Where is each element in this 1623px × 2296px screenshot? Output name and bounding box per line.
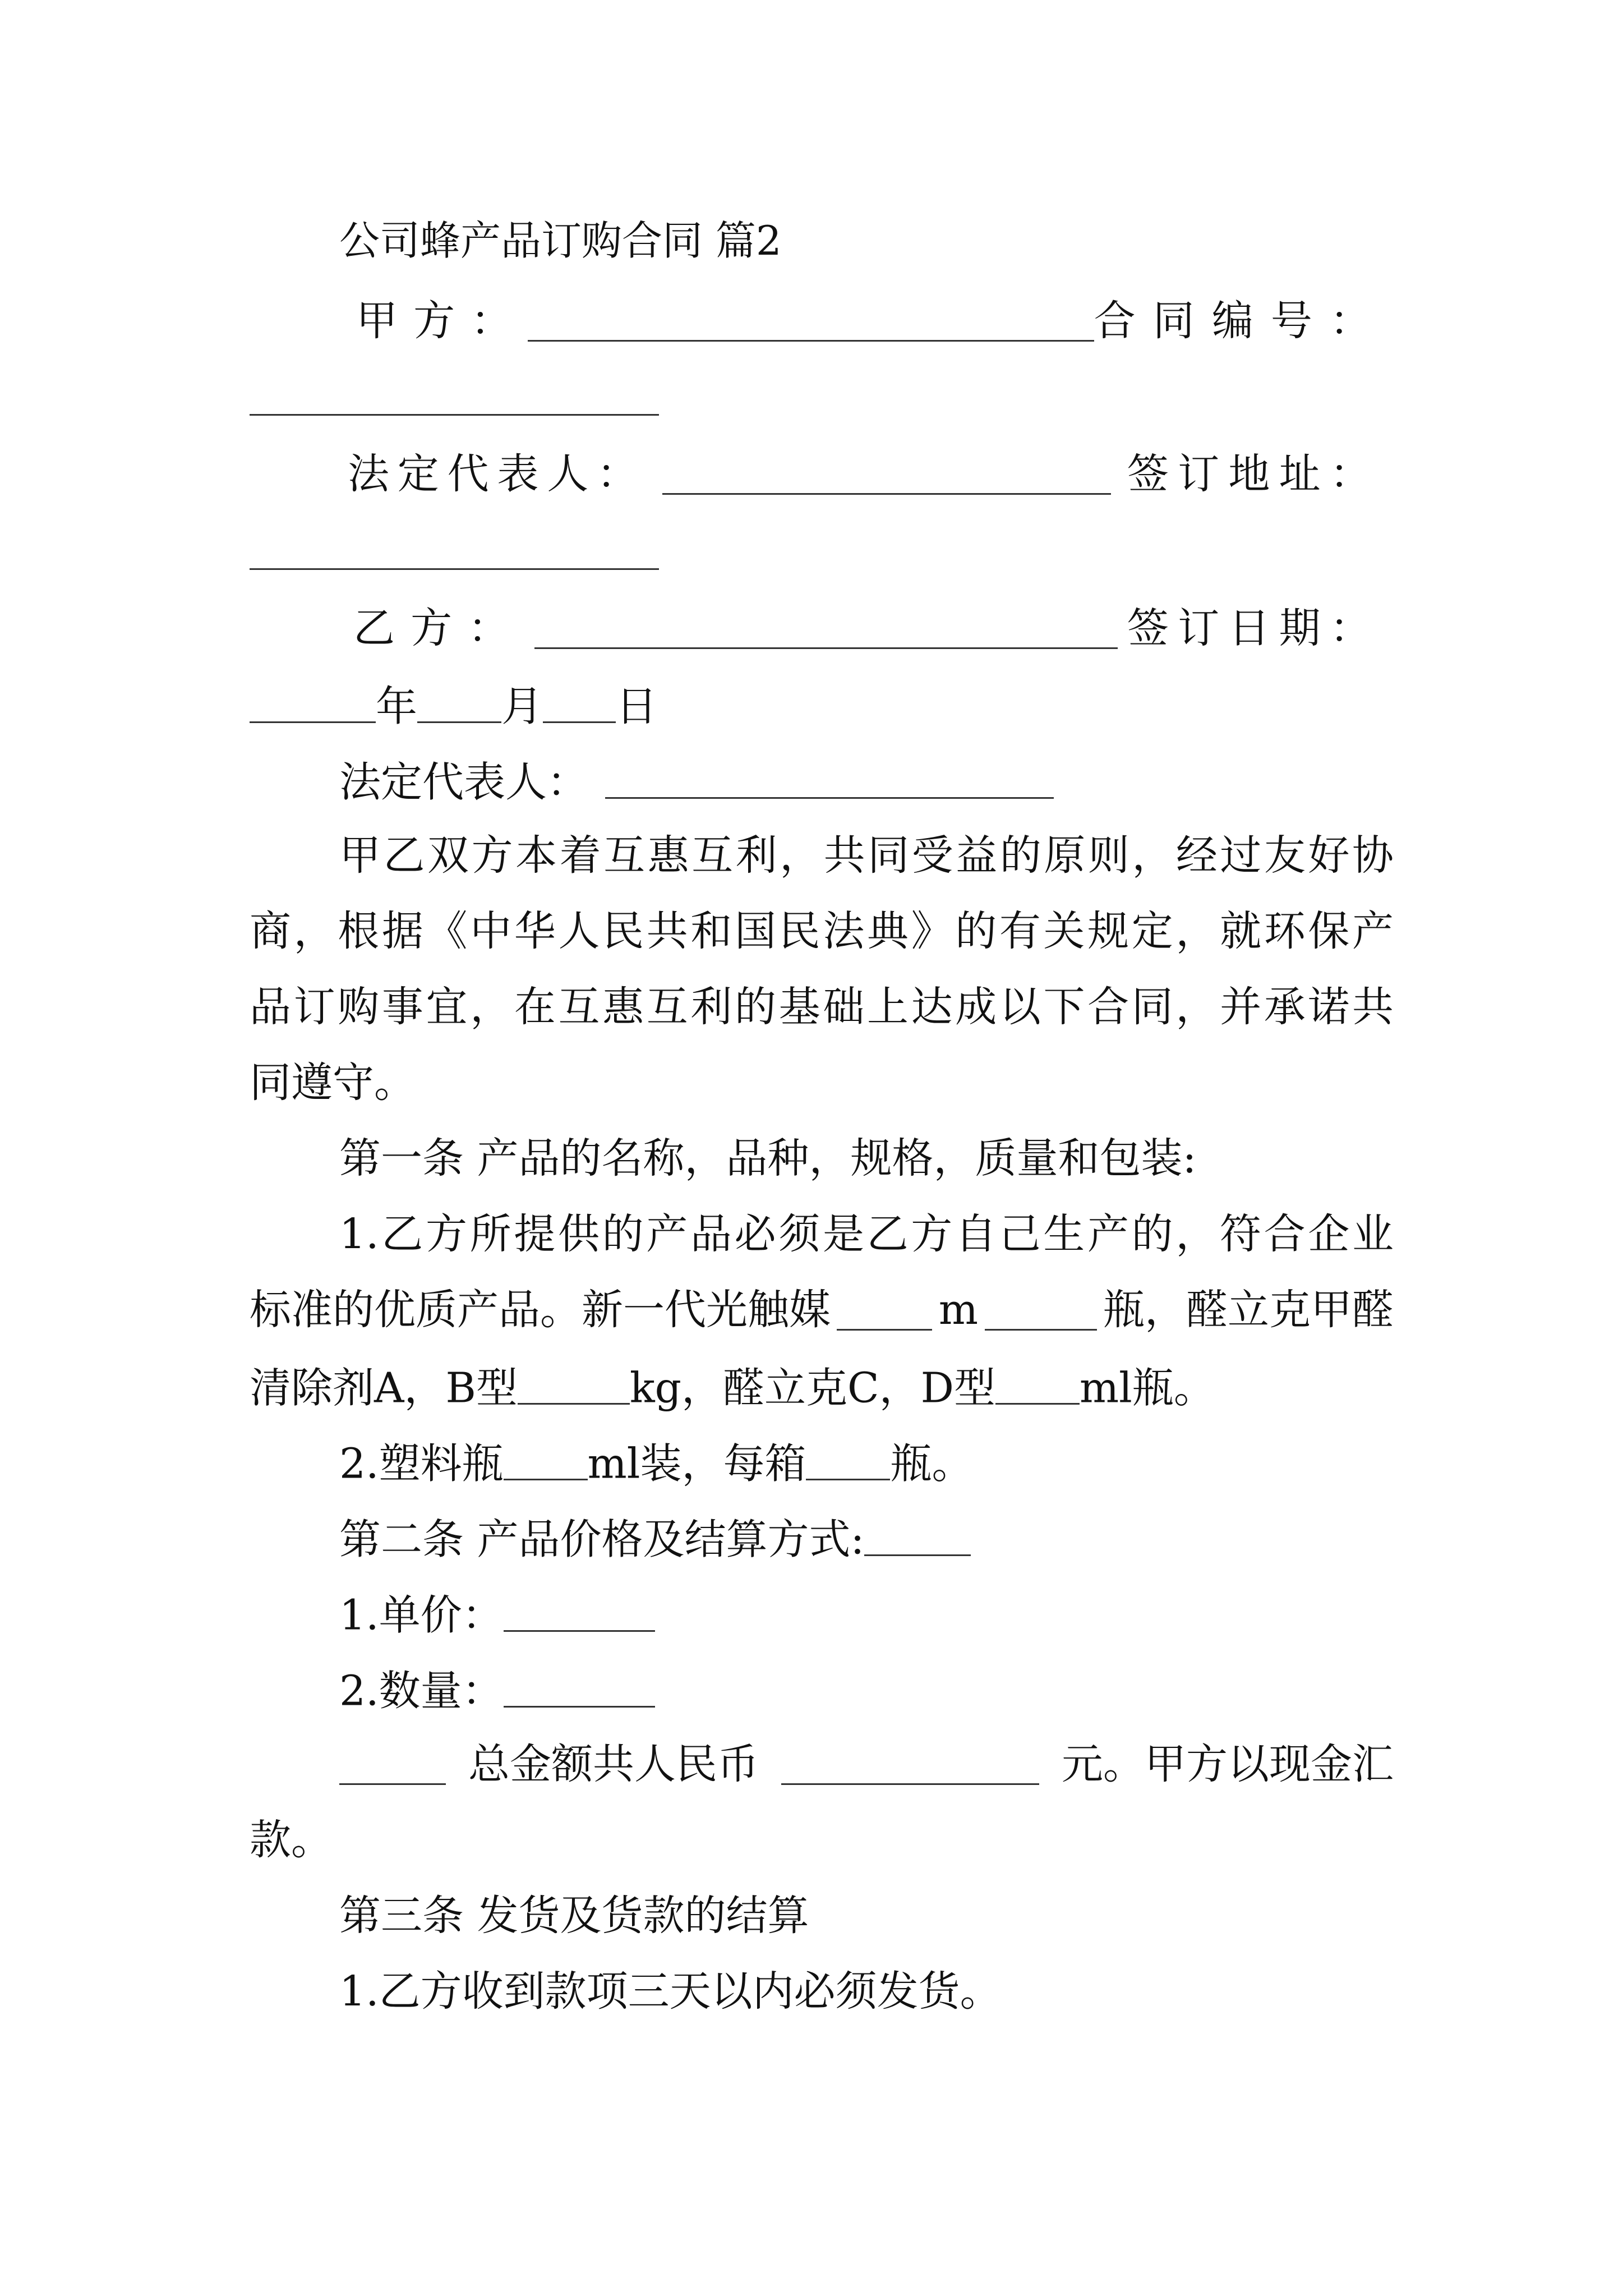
day-label: 日 [616,682,657,731]
party-b-row [353,604,1381,652]
contract-no-label: 合同编号： [1094,297,1389,345]
party-b-label: 乙方： [353,604,525,652]
article-3-title: 第三条 发货及货款的结算 [339,1892,809,1940]
box-count-blank [806,1441,890,1480]
quantity-label: 2.数量： [339,1667,504,1715]
article-3-item-1: 1.乙方收到款项三天以内必须发货。 [339,1967,1002,2016]
photocatalyst-blank-1 [837,1291,932,1331]
cleaner-unit-text: ml瓶。 [1080,1364,1215,1412]
bottle-text: 2.塑料瓶 [339,1439,504,1488]
bottle-ml-blank [504,1441,588,1480]
legal-rep-blank-2 [605,759,1054,799]
month-blank [417,683,501,723]
contract-no-blank [250,376,659,416]
intro-line-3: 品订购事宜，在互惠互利的基础上达成以下合同，并承诺共 [250,983,1394,1031]
intro-line-4: 同遵守。 [250,1059,416,1107]
article-1-item-1-line-1: 1.乙方所提供的产品必须是乙方自己生产的，符合企业 [339,1210,1394,1258]
article-1-item-2 [339,1439,1483,1488]
article-2-total-line-2: 款。 [250,1816,333,1864]
sign-address-row [250,530,1394,574]
article-1-title: 第一条 产品的名称，品种，规格，质量和包装: [339,1134,1197,1182]
party-a-label: 甲方： [356,297,528,345]
bottle-unit-text: 瓶。 [890,1439,974,1488]
legal-rep-blank-1 [662,455,1111,495]
product-text-1: 标准的优质产品。新一代光触媒 [250,1286,831,1334]
article-2-item-1 [339,1591,1483,1640]
legal-rep-label-2: 法定代表人： [339,758,588,807]
unit-price-blank [504,1592,655,1632]
year-label: 年 [376,682,417,731]
sign-date-label: 签订日期： [1127,604,1381,652]
year-blank [250,683,376,723]
unit-price-label: 1.单价： [339,1591,504,1640]
quantity-blank [504,1668,655,1708]
legal-rep-label-1: 法定代表人： [348,450,647,498]
total-prefix-blank [339,1745,446,1785]
article-1-item-1-line-3 [250,1364,1394,1412]
article-2-title: 第二条 产品价格及结算方式: [339,1515,865,1564]
box-text: ml装，每箱 [587,1439,806,1488]
day-blank [543,683,616,723]
cleaner-ab-blank [518,1365,630,1405]
payment-text: 元。甲方以现金汇 [1062,1740,1394,1788]
cleaner-cd-blank [995,1365,1080,1405]
product-text-2: 瓶，醛立克甲醛 [1103,1286,1394,1334]
total-amount-blank [781,1745,1039,1785]
party-a-row [356,297,1389,345]
settlement-blank [864,1516,971,1556]
month-label: 月 [501,682,543,731]
cleaner-cd-text: kg，醛立克C，D型 [629,1364,995,1412]
unit-m: m [938,1286,979,1334]
sign-date-row [250,682,1394,731]
party-b-blank [534,609,1118,649]
intro-line-1: 甲乙双方本着互惠互利，共同受益的原则，经过友好协 [339,831,1394,880]
article-1-item-1-line-2 [250,1286,1394,1334]
contract-no-row [250,376,1394,420]
intro-line-2: 商，根据《中华人民共和国民法典》的有关规定，就环保产 [250,907,1394,955]
party-a-blank [528,302,1094,342]
document-title: 公司蜂产品订购合同 篇2 [339,217,782,264]
article-2-total-line-1 [339,1740,1394,1788]
total-amount-text: 总金额共人民币 [468,1740,759,1788]
article-2-title-row [339,1515,1483,1564]
legal-rep-row-2 [339,758,1483,807]
article-2-item-2 [339,1667,1483,1715]
sign-address-blank [250,530,659,570]
sign-address-label: 签订地址： [1127,450,1381,498]
cleaner-ab-text: 清除剂A，B型 [250,1364,518,1412]
photocatalyst-blank-2 [985,1291,1097,1331]
legal-rep-row-1 [348,450,1381,498]
